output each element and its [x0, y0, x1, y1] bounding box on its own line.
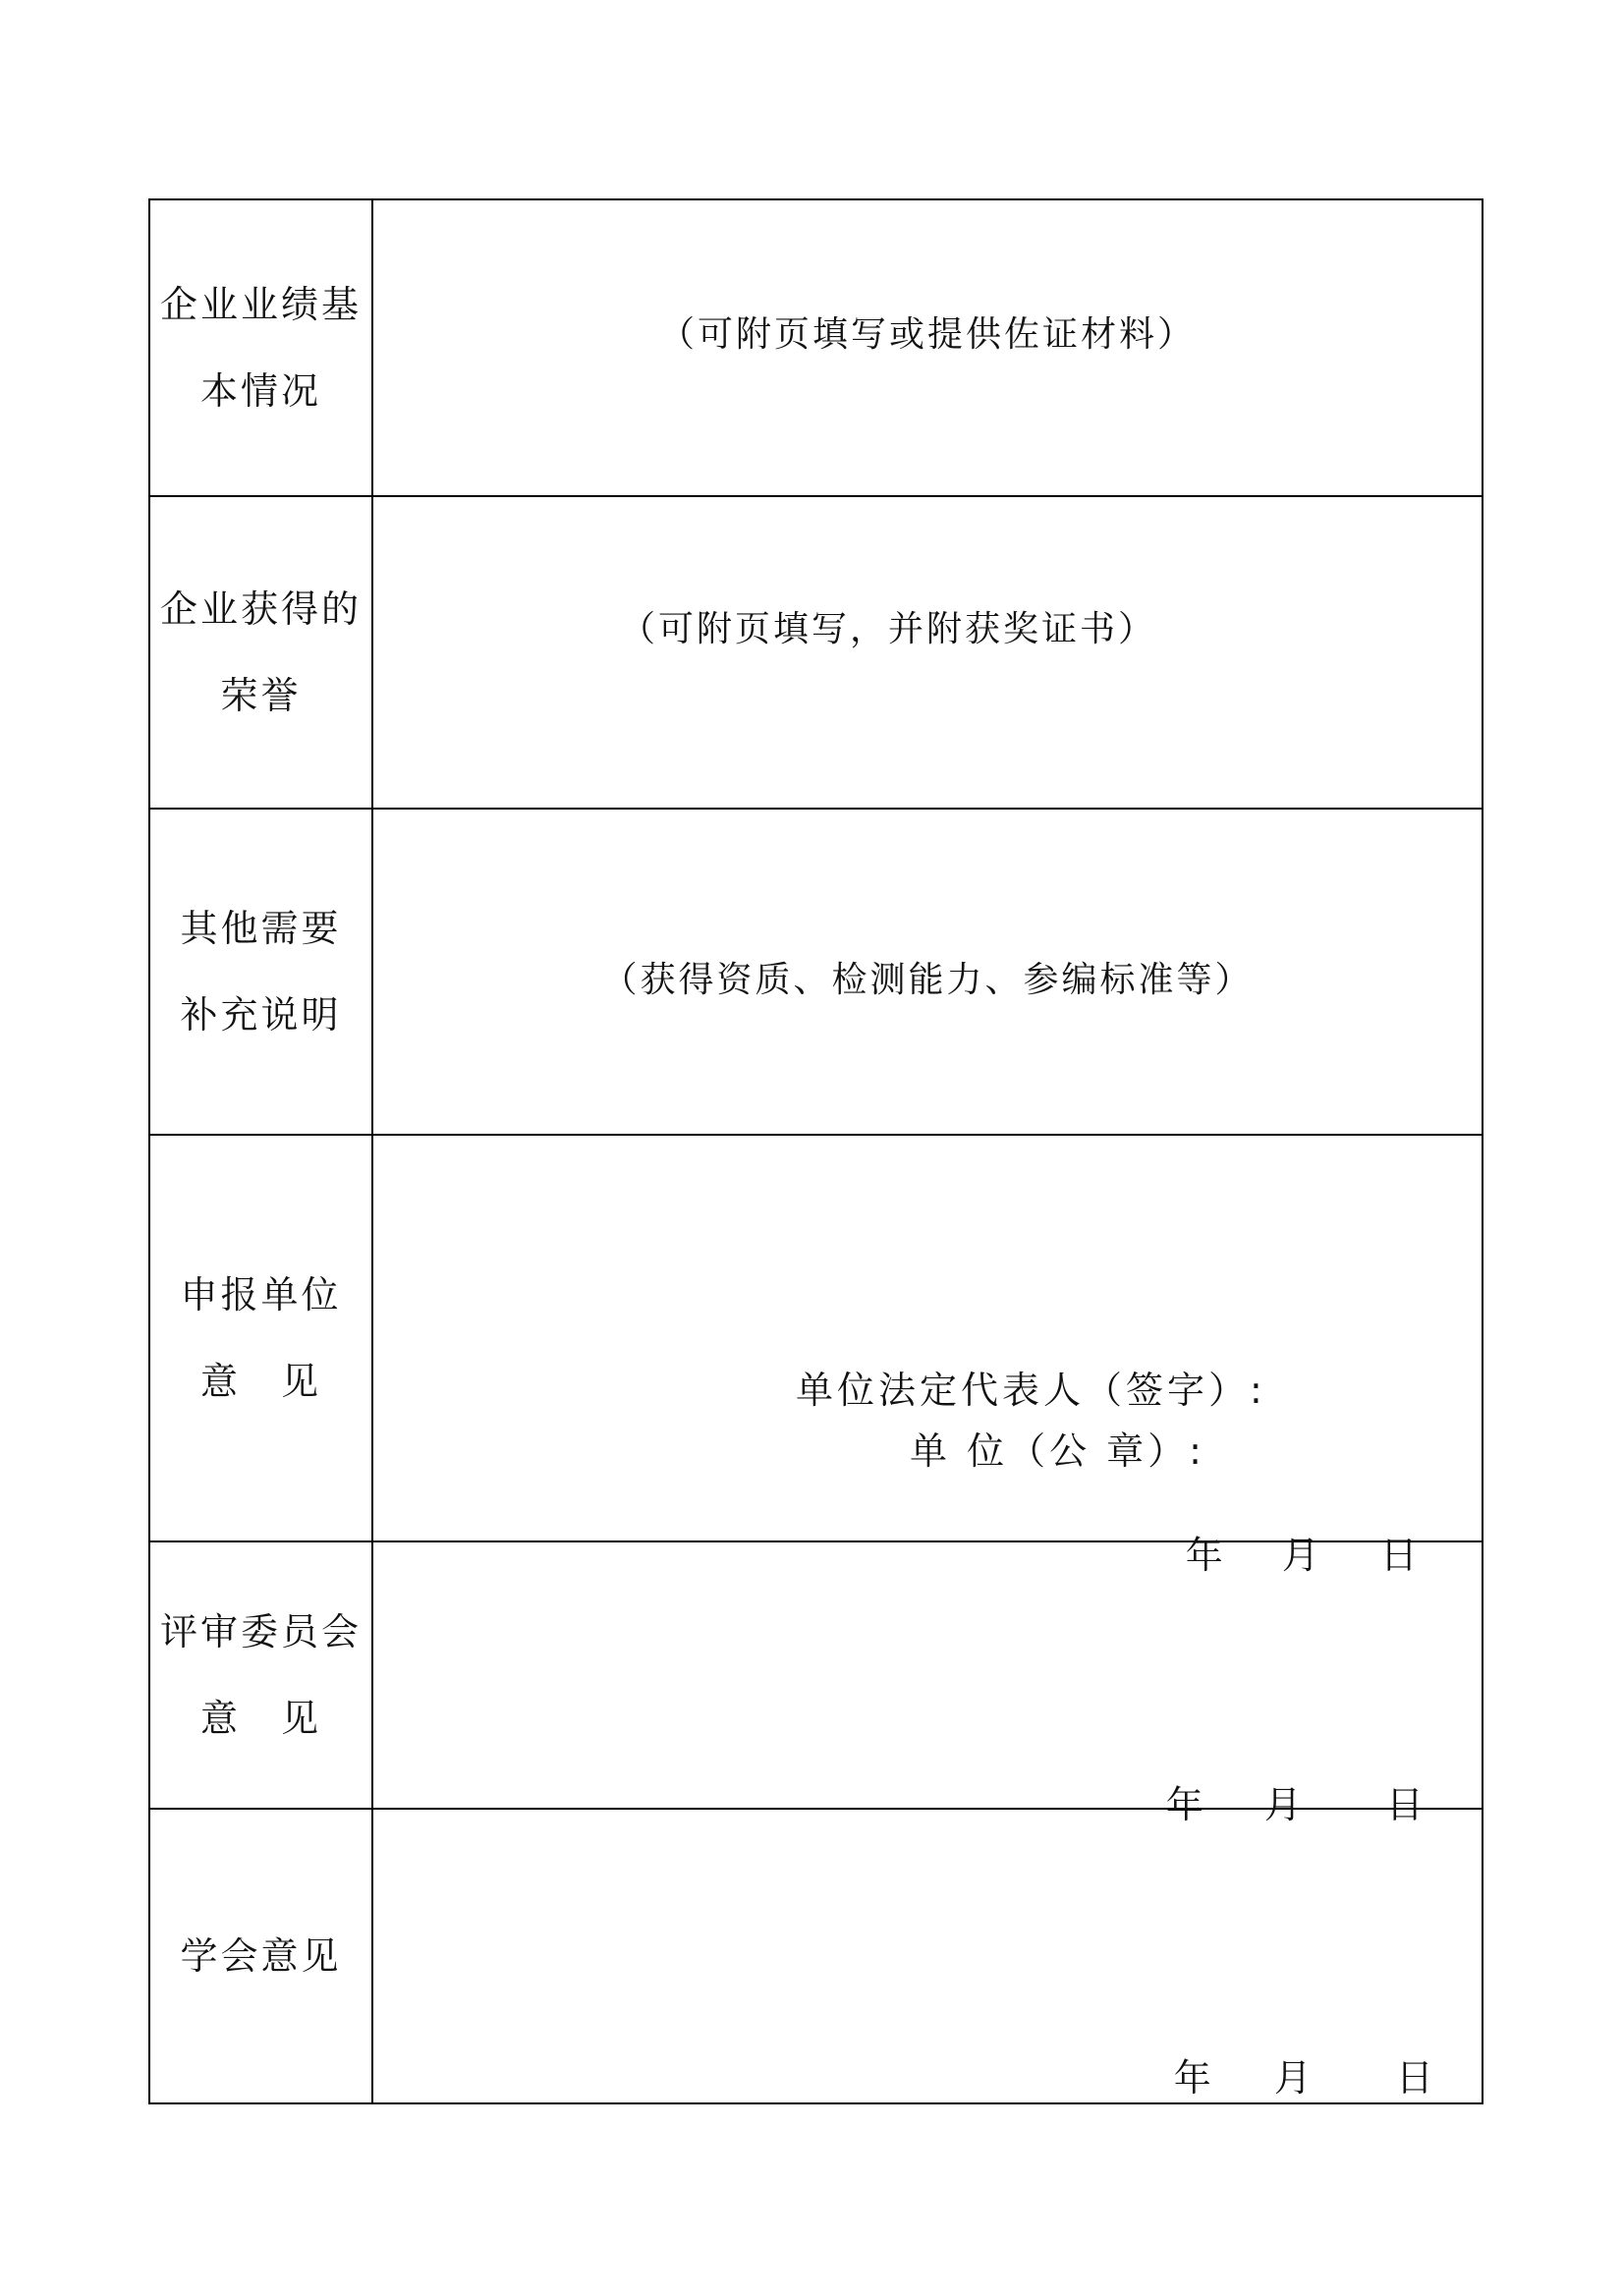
date-month-label: 月: [1281, 1534, 1319, 1577]
date-month-label: 月: [1273, 2056, 1312, 2100]
row-label-cell: [149, 1135, 372, 1541]
unit-seal-label: 单 位（公 章）:: [910, 1429, 1205, 1473]
row-label-line: 荣誉: [220, 674, 302, 717]
society-opinion-field[interactable]: [372, 1809, 1483, 2103]
form-row-supplementary: [149, 809, 1483, 1135]
row-label-line: 申报单位: [180, 1273, 342, 1316]
committee-opinion-field[interactable]: [372, 1541, 1483, 1826]
date-day-label: 日: [1379, 1534, 1418, 1577]
date-day-label: 日: [1395, 2056, 1433, 2100]
row-label-line: 其他需要: [180, 907, 342, 950]
row-label-line: 学会意见: [180, 1934, 342, 1978]
honors-hint-text: （可附页填写，并附获奖证书）: [619, 609, 1156, 649]
row-label-line: 企业获得的: [159, 588, 362, 631]
society-date-line: [1055, 2004, 1433, 2145]
row-label-line: 企业业绩基: [159, 283, 362, 326]
form-row-performance: [149, 199, 1483, 496]
date-year-label: 年: [1185, 1534, 1223, 1577]
form-row-committee-opinion: [149, 1541, 1483, 1809]
date-month-label: 月: [1263, 1783, 1302, 1826]
application-form-table: [148, 198, 1483, 2104]
supplementary-hint-text: （获得资质、检测能力、参编标准等）: [601, 960, 1254, 1000]
honors-content-field[interactable]: [372, 496, 1483, 809]
row-label-line: 意 见: [199, 1697, 321, 1740]
row-label-line: 意 见: [199, 1360, 321, 1403]
date-day-label: 日: [1385, 1783, 1424, 1826]
legal-representative-signature-label: 单位法定代表人（签字）:: [796, 1369, 1266, 1412]
date-year-label: 年: [1165, 1783, 1203, 1826]
performance-hint-text: （可附页填写或提供佐证材料）: [658, 314, 1196, 355]
row-label-cell: [149, 809, 372, 1135]
row-label-cell: [149, 496, 372, 809]
row-label-cell: [149, 1541, 372, 1809]
supplementary-content-field[interactable]: [372, 809, 1483, 1135]
performance-content-field[interactable]: [372, 199, 1483, 496]
row-label-cell: [149, 199, 372, 496]
date-year-label: 年: [1173, 2056, 1211, 2100]
row-label-line: 评审委员会: [159, 1610, 362, 1653]
applicant-opinion-field[interactable]: [372, 1135, 1483, 1577]
form-row-honors: [149, 496, 1483, 809]
row-label-line: 本情况: [199, 369, 321, 413]
form-row-applicant-opinion: [149, 1135, 1483, 1541]
row-label-cell: [149, 1809, 372, 2103]
form-row-society-opinion: [149, 1809, 1483, 2103]
row-label-line: 补充说明: [180, 993, 342, 1036]
